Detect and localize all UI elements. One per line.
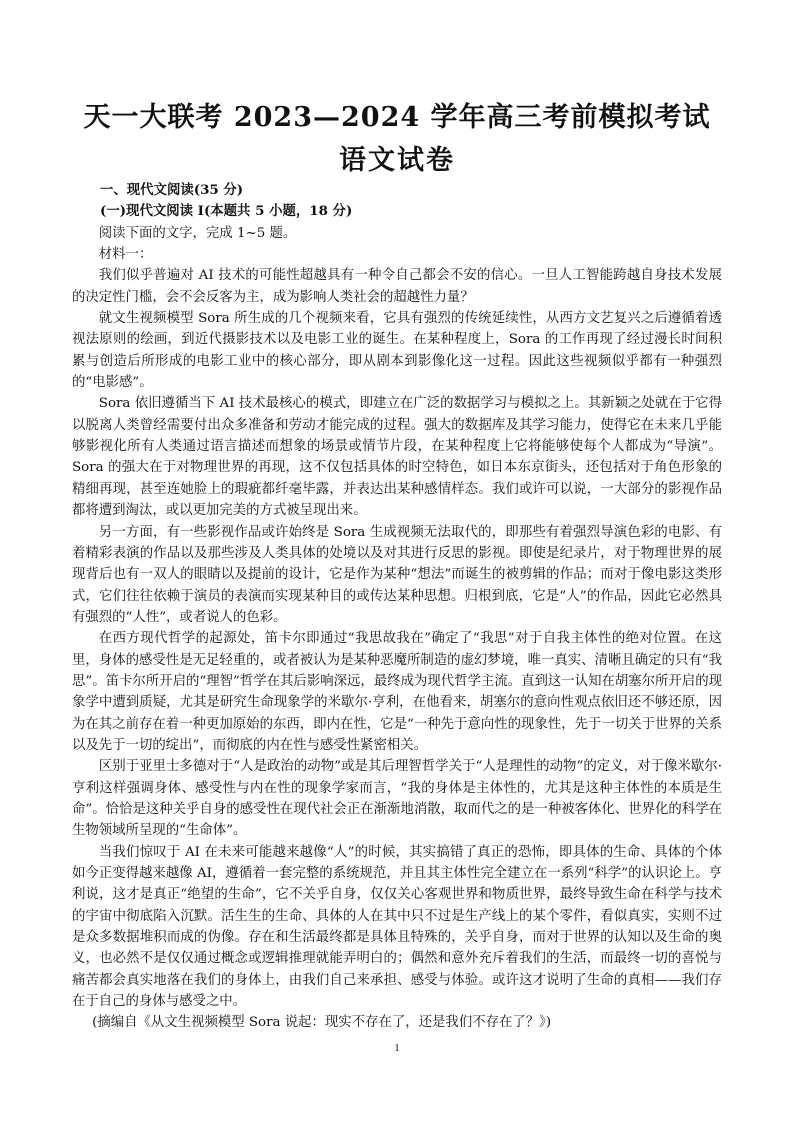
- section-subheading: (一)现代文阅读 I(本题共 5 小题，18 分): [100, 203, 353, 220]
- reading-section: [72, 180, 722, 1034]
- exam-subtitle: 语文试卷: [339, 145, 455, 176]
- paragraph: 当我们惊叹于 AI 在未来可能越来越像“人”的时候，其实搞错了真正的恐怖，即具体的生命、具体的个体如今正变得越来越像 AI，遵循着一套完整的系统规范，并且其主体性完全建立在一系列“科学”的认识论上。亨利说，这才是真正“绝望的生命”，它不关乎自身，仅仅关心客观世界和物质世界，最终导致生命在科学与技术的宇宙中彻底陷入沉默。活生生的生命、具体的人在其中只不过是生产线上的某个零件，看似真实，实则不过是众多数据堆积而成的伪像。存在和生活最终都是具体且特殊的，关乎自身，而对于世界的认知以及生命的奥义，也必然不是仅仅通过概念或逻辑推理就能弄明白的；偶然和意外充斥着我们的生活，而最终一切的喜悦与痛苦都会真实地落在我们的身体上，由我们自己来承担、感受与体验。或许这才说明了生命的真相——我们存在于自己的身体与感受之中。: [72, 844, 722, 1010]
- paragraph: 另一方面，有一些影视作品或许始终是 Sora 生成视频无法取代的，即那些有着强烈导演色彩的电影、有着精彩表演的作品以及那些涉及人类具体的处境以及对其进行反思的影视。即使是纪录片，对于物理世界的展现背后也有一双人的眼睛以及提前的设计，它是作为某种“想法”而诞生的被剪辑的作品；而对于像电影这类形式，它们往往依赖于演员的表演而实现某种目的或传达某种思想。归根到底，它是“人”的作品，因此它必然具有强烈的“人性”，或者说人的色彩。: [72, 524, 722, 625]
- source-citation: (摘编自《从文生视频模型 Sora 说起：现实不存在了，还是我们不存在了？》): [92, 1015, 552, 1031]
- paragraph: Sora 依旧遵循当下 AI 技术最核心的模式，即建立在广泛的数据学习与模拟之上。其新颖之处就在于它得以脱离人类曾经需要付出众多准备和劳动才能完成的过程。强大的数据库及其学习能力，使得它在未来几乎能够影视化所有人类通过语言描述而想象的场景或情节片段，在某种程度上它将能够使每个人都成为“导演”。Sora 的强大在于对物理世界的再现，这不仅包括具体的时空特色，如日本东京街头，还包括对于角色形象的精细再现，甚至连她脸上的瑕疵都纤毫毕露，并表达出某种感情样态。我们或许可以说，一大部分的影视作品都将遭到淘汰，或以更加完美的方式被呈现出来。: [72, 396, 722, 519]
- paragraph: 区别于亚里士多德对于“人是政治的动物”或是其后理智哲学关于“人是理性的动物”的定义，对于像米歇尔·亨利这样强调身体、感受性与内在性的现象学家而言，“我的身体是主体性的，尤其是这种主体性的本质是生命”。恰恰是这种关乎自身的感受性在现代社会正在渐渐地消散，取而代之的是一种被客体化、世界化的科学在生物领域所呈现的“生命体”。: [72, 759, 722, 839]
- paragraph: 我们似乎普遍对 AI 技术的可能性超越具有一种令自己都会不安的信心。一旦人工智能跨越自身技术发展的决定性门槛，会不会反客为主，成为影响人类社会的超越性力量？: [72, 268, 722, 305]
- instruction-text: 阅读下面的文字，完成 1~5 题。: [98, 225, 297, 241]
- material-label: 材料一：: [98, 247, 153, 263]
- page-number: 1: [394, 1042, 400, 1054]
- section-heading: 一、现代文阅读(35 分): [100, 182, 244, 198]
- paragraph: 就文生视频模型 Sora 所生成的几个视频来看，它具有强烈的传统延续性，从西方文艺复兴之后遵循着透视法原则的绘画，到近代摄影技术以及电影工业的诞生。在某种程度上，Sora 的工作再现了经过漫长时间积累与创造后所形成的电影工业中的核心部分，即从剧本到影像化这一过程。因此这些视频似乎都有一种强烈的“电影感”。: [72, 311, 722, 391]
- paragraph: 在西方现代哲学的起源处，笛卡尔即通过“我思故我在”确定了“我思”对于自我主体性的绝对位置。在这里，身体的感受性是无足轻重的，或者被认为是某种恶魔所制造的虚幻梦境，唯一真实、清晰且确定的只有“我思”。笛卡尔所开启的“理智”哲学在其后影响深远，最终成为现代哲学主流。直到这一认知在胡塞尔所开启的现象学中遭到质疑，尤其是研究生命现象学的米歇尔·亨利，在他看来，胡塞尔的意向性观点依旧还不够还原，因为在其之前存在着一种更加原始的东西，即内在性，它是“一种先于意向性的现象性，先于一切关于世界的关系以及先于一切的绽出”，而彻底的内在性与感受性紧密相关。: [72, 631, 722, 753]
- exam-title: 天一大联考 2023—2024 学年高三考前模拟考试: [83, 102, 711, 133]
